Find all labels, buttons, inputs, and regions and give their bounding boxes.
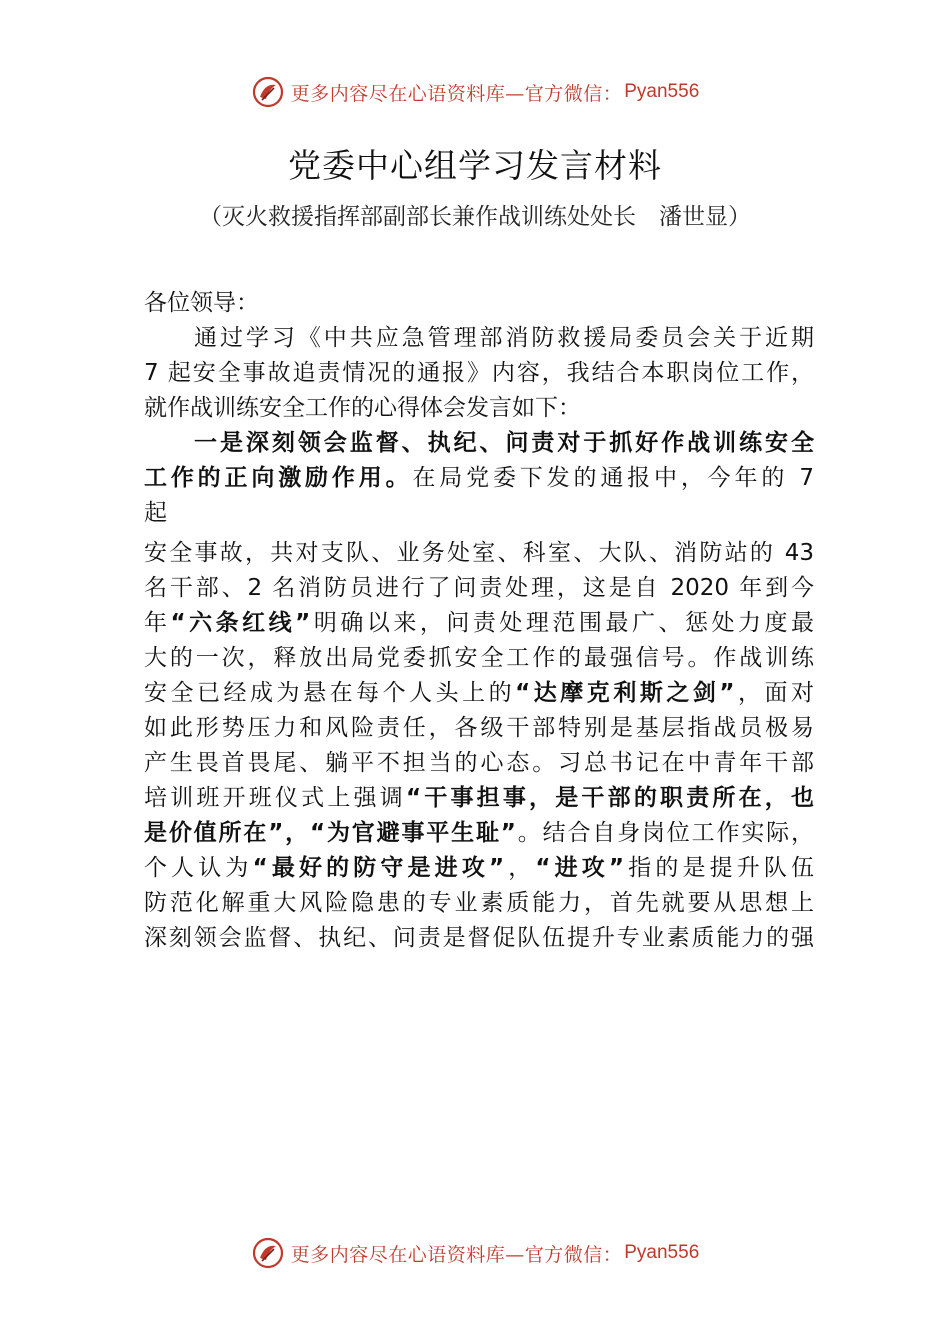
paragraph-intro — [144, 321, 814, 426]
point-heading: 一是深刻领会监督、执纪、问责对于抓好作战训练安全 — [194, 430, 814, 456]
text-line — [144, 426, 814, 461]
text-line: 安全事故，共对支队、业务处室、科室、大队、消防站的 43 — [144, 540, 814, 566]
text-line: 是价值所在”，“为官避事平生耻”。结合自身岗位工作实际， — [144, 820, 815, 846]
watermark-wechat-id: Pyan556 — [624, 1242, 700, 1263]
text-line: 大的一次，释放出局党委抓安全工作的最强信号。作战训练 — [144, 645, 814, 671]
text-line: 就作战训练安全工作的心得体会发言如下： — [144, 395, 581, 421]
text-line: 如此形势压力和风险责任，各级干部特别是基层指战员极易 — [144, 715, 814, 741]
text-line: 通过学习《中共应急管理部消防救援局委员会关于近期 — [194, 325, 814, 351]
text-line: 防范化解重大风险隐患的专业素质能力，首先就要从思想上 — [144, 890, 814, 916]
logo-icon — [251, 75, 285, 109]
footer-watermark — [0, 1233, 950, 1273]
header-watermark — [0, 72, 950, 112]
watermark-text: 更多内容尽在心语资料库—官方微信： — [290, 1243, 623, 1266]
logo-icon — [251, 1236, 285, 1270]
quote-bold: “达摩克利斯之剑” — [515, 680, 735, 706]
quote-bold: “进攻” — [535, 855, 625, 881]
text-line: 起 — [144, 500, 167, 526]
text-line: 产生畏首畏尾、躺平不担当的心态。习总书记在中青年干部 — [144, 750, 814, 776]
text-line: 培训班开班仪式上强调“干事担事，是干部的职责所在，也 — [144, 785, 814, 811]
point-heading: 工作的正向激励作用。 — [144, 465, 413, 491]
watermark-wechat-id: Pyan556 — [624, 81, 700, 102]
text-line: 个人认为“最好的防守是进攻”，“进攻”指的是提升队伍 — [144, 855, 815, 881]
quote-bold: 是价值所在”，“为官避事平生耻” — [144, 820, 516, 846]
watermark-text: 更多内容尽在心语资料库—官方微信： — [290, 82, 623, 105]
quote-bold: “干事担事，是干部的职责所在，也 — [405, 785, 814, 811]
document-title: 党委中心组学习发言材料 — [288, 146, 662, 185]
quote-bold: “最好的防守是进攻” — [252, 855, 505, 881]
text-line: 深刻领会监督、执纪、问责是督促队伍提升专业素质能力的强 — [144, 925, 814, 951]
paragraph-point-one — [144, 426, 814, 531]
text-line: 7 起安全事故追责情况的通报》内容，我结合本职岗位工作， — [144, 360, 814, 386]
text-line: 安全已经成为悬在每个人头上的“达摩克利斯之剑”，面对 — [144, 680, 815, 706]
paragraph-continuation — [144, 536, 814, 956]
text-line: 名干部、2 名消防员进行了问责处理，这是自 2020 年到今 — [144, 575, 814, 601]
text-line: 工作的正向激励作用。在局党委下发的通报中，今年的 7 — [144, 465, 814, 491]
quote-bold: “六条红线” — [170, 610, 311, 636]
text-line: 年“六条红线”明确以来，问责处理范围最广、惩处力度最 — [144, 610, 815, 636]
salutation — [144, 286, 814, 321]
document-subtitle: （灭火救援指挥部副部长兼作战训练处处长 潘世显） — [199, 204, 751, 230]
salutation-text: 各位领导： — [144, 290, 259, 316]
